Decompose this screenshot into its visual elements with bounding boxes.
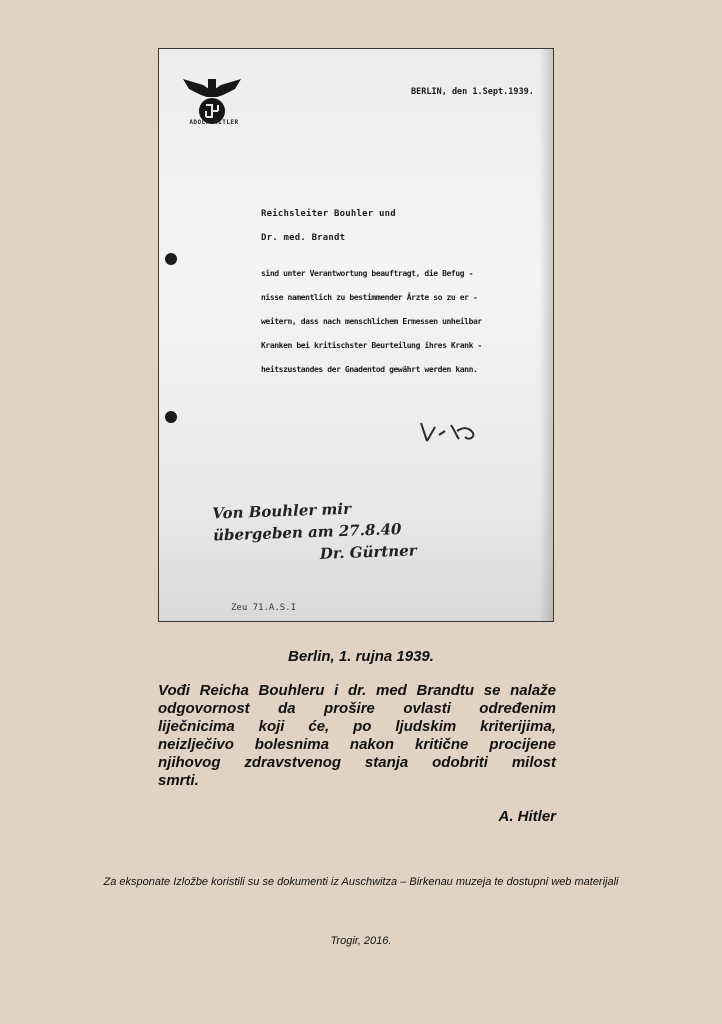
translation-text (158, 682, 556, 790)
document-dateline: BERLIN, den 1.Sept.1939. (411, 87, 534, 97)
letterhead: ADOLF HITLER (189, 119, 239, 126)
translation-line: Vođi Reicha Bouhleru i dr. med Brandtu se nalaže (158, 682, 556, 699)
translation-line: smrti. (158, 772, 199, 789)
handwritten-line: Von Bouhler mir (211, 499, 352, 523)
handwritten-line: übergeben am 27.8.40 (212, 519, 402, 545)
handwritten-note (212, 495, 417, 568)
document-body-line: sind unter Verantwortung beauftragt, die Befug - (261, 269, 473, 278)
document-body-line: heitszustandes der Gnadentod gewährt werden kann. (261, 365, 478, 374)
translation-line: odgovornost da prošire ovlasti određenim (158, 700, 556, 717)
photo-edge-shadow (539, 49, 553, 621)
author-signature: A. Hitler (498, 808, 556, 825)
signature-mark (417, 417, 487, 447)
address-line: Reichsleiter Bouhler und (261, 209, 396, 219)
punch-hole (165, 253, 177, 265)
document-photo (158, 48, 554, 622)
caption-title: Berlin, 1. rujna 1939. (288, 648, 434, 665)
document-body-line: nisse namentlich zu bestimmender Ärzte so zu er - (261, 293, 478, 302)
translation-line: liječnicima koji će, po ljudskim kriterijima, (158, 718, 556, 735)
translation-line: njihovog zdravstvenog stanja odobriti milost (158, 754, 556, 771)
translation-line: neizlječivo bolesnima nakon kritične procijene (158, 736, 556, 753)
source-note: Za eksponate Izložbe koristili su se dokumenti iz Auschwitza – Birkenau muzeja te dostupni web materijali (103, 876, 619, 888)
address-line: Dr. med. Brandt (261, 233, 346, 243)
punch-hole (165, 411, 177, 423)
handwritten-line: Dr. Gürtner (319, 541, 417, 563)
place-date: Trogir, 2016. (330, 935, 392, 947)
document-body-line: weitern, dass nach menschlichem Ermessen unheilbar (261, 317, 482, 326)
archive-mark: Zeu 71.A.S.I (231, 603, 297, 613)
document-body-line: Kranken bei kritischster Beurteilung ihres Krank - (261, 341, 482, 350)
